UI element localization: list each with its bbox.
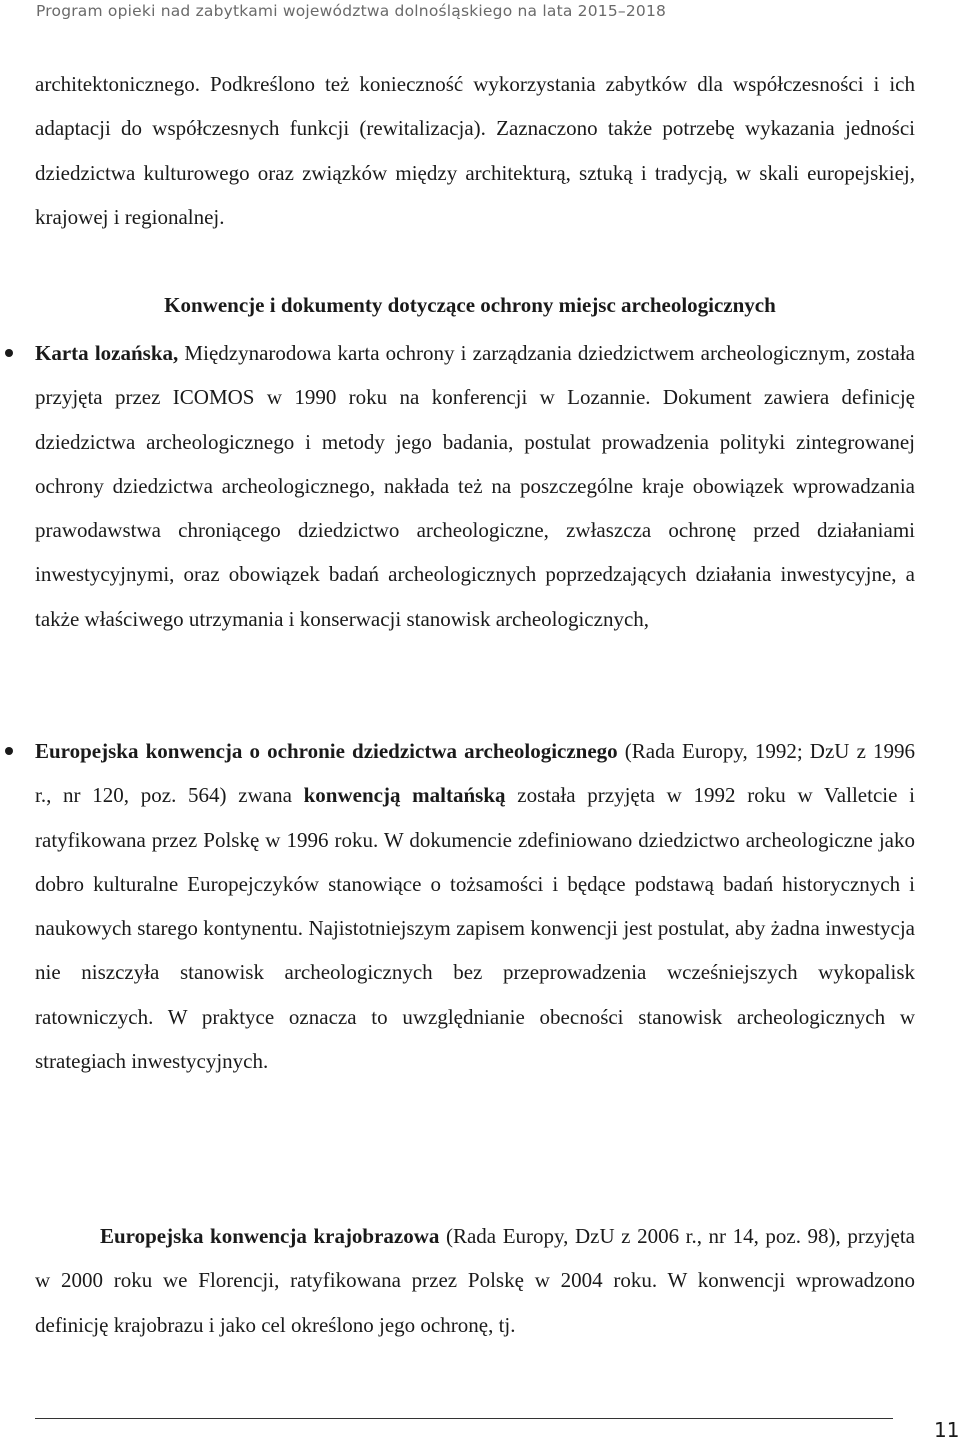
list-item-bold-lead: Karta lozańska,: [35, 341, 179, 365]
list-item-text: [35, 331, 915, 641]
intro-paragraph: architektonicznego. Podkreślono też konieczność wykorzystania zabytków dla współczesności i ich adaptacji do współczesnych funkcji (rewitalizacja). Zaznaczono także potrzebę wykazania jedności dziedzictwa kulturowego oraz związków między architekturą, sztuką i tradycją, w skali europejskiej, krajowej i regionalnej.: [35, 72, 915, 229]
list-item-lausanne-charter: [35, 331, 915, 641]
list-item-body-continued: została przyjęta w 1992 roku w Valletcie i ratyfikowana przez Polskę w 1996 roku. W dokumencie zdefiniowano dziedzictwo archeologiczne jako dobro kulturalne Europejczyków stanowiące o tożsamości i będące podstawą badań historycznych i naukowych starego kontynentu. Najistotniejszym zapisem konwencji jest postulat, aby żadna inwestycja nie niszczyła stanowisk archeologicznych bez przeprowadzenia wcześniejszych wykopalisk ratowniczych. W praktyce oznacza to uwzględnianie obecności stanowisk archeologicznych w strategiach inwestycyjnych.: [35, 783, 915, 1074]
list-item-text: [35, 729, 915, 1083]
bullet-icon: [5, 349, 13, 357]
list-item-valletta-convention: [35, 729, 915, 1083]
list-item-bold-term: konwencją maltańską: [303, 783, 506, 808]
list-item-body: (Rada Europy, 1992; DzU z 1996 r., nr 120, poz. 564) zwana: [35, 739, 915, 808]
page-number: 11: [934, 1418, 960, 1442]
list-item-body: Międzynarodowa karta ochrony i zarządzania dziedzictwem archeologicznym, została przyjęta przez ICOMOS w 1990 roku na konferencji w Lozannie. Dokument zawiera definicję dziedzictwa archeologicznego i metody jego badania, postulat prowadzenia polityki zintegrowanej ochrony dziedzictwa archeologicznego, nakłada też na poszczególne kraje obowiązek wprowadzania prawodawstwa chroniącego dziedzictwo archeologiczne, zwłaszcza ochronę przed działaniami inwestycyjnymi, oraz obowiązek badań archeologicznych poprzedzających działania inwestycyjne, a także właściwego utrzymania i konserwacji stanowisk archeologicznych,: [35, 341, 916, 631]
running-header: Program opieki nad zabytkami województwa dolnośląskiego na lata 2015–2018: [36, 2, 667, 20]
section-heading: Konwencje i dokumenty dotyczące ochrony miejsc archeologicznych: [164, 293, 776, 317]
footer-divider: [35, 1418, 893, 1419]
paragraph-bold-lead: Europejska konwencja krajobrazowa: [100, 1224, 440, 1248]
bullet-icon: [5, 747, 13, 755]
list-item-bold-lead: Europejska konwencja o ochronie dziedzictwa archeologicznego: [35, 739, 618, 763]
landscape-convention-paragraph: [35, 1214, 915, 1347]
paragraph-body: (Rada Europy, DzU z 2006 r., nr 14, poz. 98), przyjęta w 2000 roku we Florencji, ratyfikowana przez Polskę w 2004 roku. W konwencji wprowadzono definicję krajobrazu i jako cel określono jego ochronę, tj.: [35, 1224, 915, 1337]
